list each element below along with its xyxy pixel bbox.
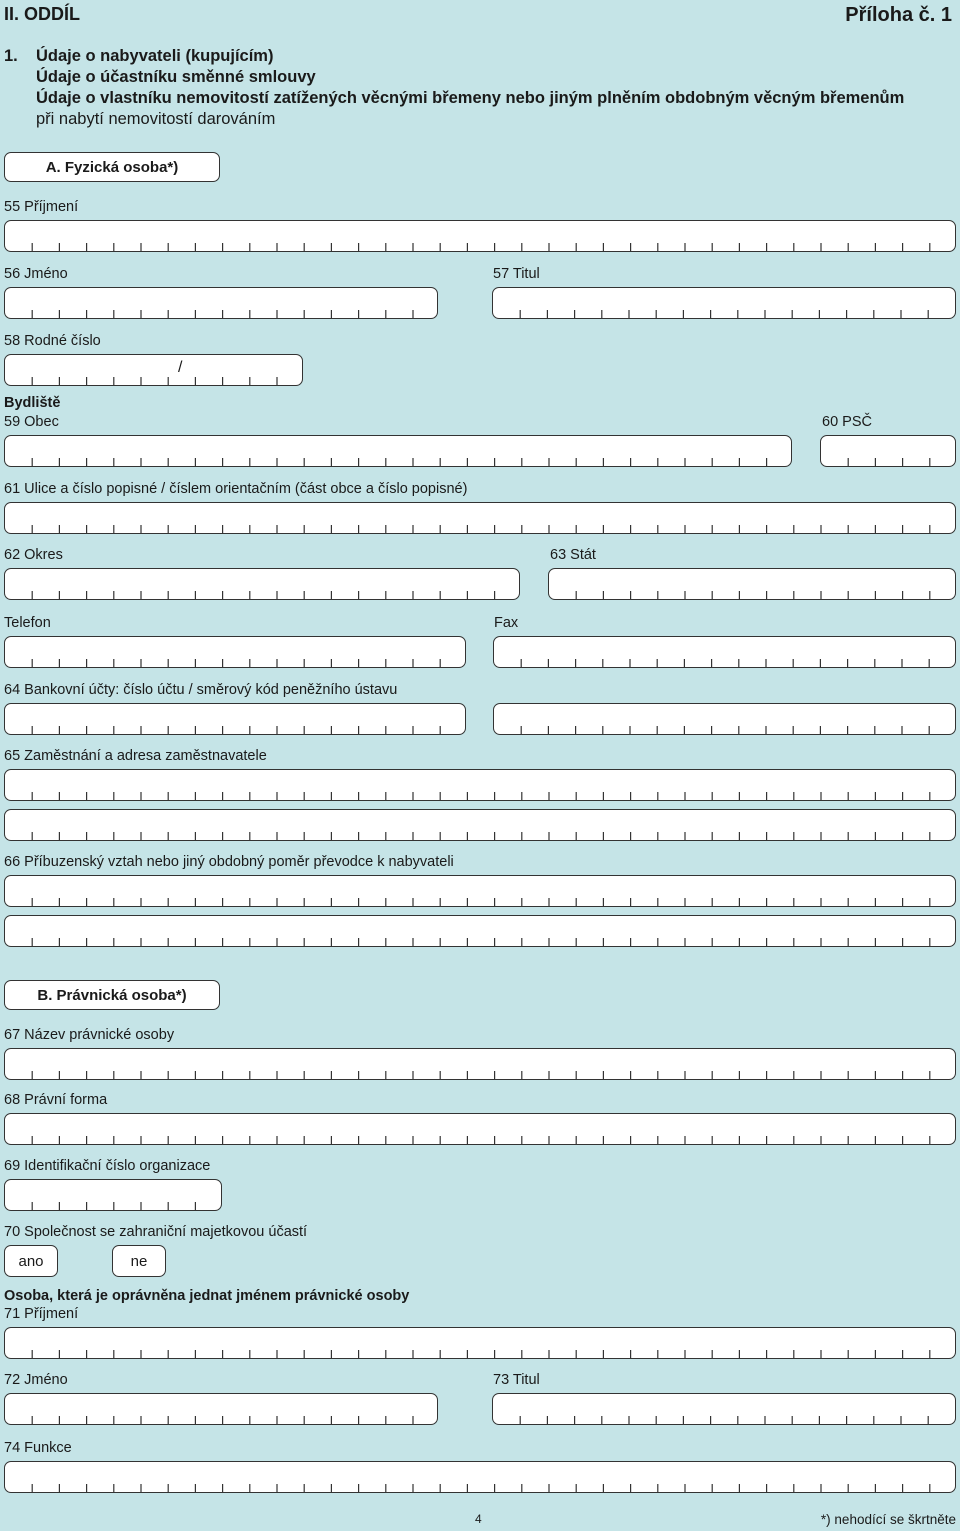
label-65: 65 Zaměstnání a adresa zaměstnavatele xyxy=(4,748,267,764)
cell-ticks xyxy=(5,436,792,467)
label-phone: Telefon xyxy=(4,615,51,631)
label-61: 61 Ulice a číslo popisné / číslem orientačním (část obce a číslo popisné) xyxy=(4,481,468,497)
cell-ticks xyxy=(5,1114,956,1145)
form-title xyxy=(4,46,904,130)
input-68-legal-form[interactable] xyxy=(4,1113,956,1145)
label-59: 59 Obec xyxy=(4,414,59,430)
title-line-1: Údaje o nabyvateli (kupujícím) xyxy=(36,47,274,65)
label-authorized-person: Osoba, která je oprávněna jednat jménem právnické osoby xyxy=(4,1288,410,1304)
label-55: 55 Příjmení xyxy=(4,199,79,215)
label-73: 73 Titul xyxy=(493,1372,540,1388)
cell-ticks xyxy=(5,810,956,841)
option-yes[interactable]: ano xyxy=(4,1245,58,1277)
cell-ticks xyxy=(5,916,956,947)
label-58: 58 Rodné číslo xyxy=(4,333,101,349)
label-62: 62 Okres xyxy=(4,547,63,563)
cell-ticks xyxy=(5,355,303,386)
cell-ticks xyxy=(5,221,956,252)
input-62-district[interactable] xyxy=(4,568,520,600)
label-70: 70 Společnost se zahraniční majetkovou účastí xyxy=(4,1224,308,1240)
label-74: 74 Funkce xyxy=(4,1440,72,1456)
cell-ticks xyxy=(5,503,956,534)
cell-ticks xyxy=(5,704,466,735)
input-67-company-name[interactable] xyxy=(4,1048,956,1080)
input-fax[interactable] xyxy=(493,636,956,668)
input-65-employment-2[interactable] xyxy=(4,809,956,841)
cell-ticks xyxy=(494,704,956,735)
label-71: 71 Příjmení xyxy=(4,1306,79,1322)
cell-ticks xyxy=(821,436,956,467)
input-66-relation-2[interactable] xyxy=(4,915,956,947)
footnote: *) nehodící se škrtněte xyxy=(820,1512,956,1527)
label-60: 60 PSČ xyxy=(822,414,872,430)
section-b-heading: B. Právnická osoba*) xyxy=(4,980,220,1010)
input-phone[interactable] xyxy=(4,636,466,668)
cell-ticks xyxy=(493,1394,956,1425)
label-67: 67 Název právnické osoby xyxy=(4,1027,175,1043)
section-label: II. ODDÍL xyxy=(4,4,80,24)
title-number: 1. xyxy=(4,47,18,65)
cell-ticks xyxy=(5,569,520,600)
option-no[interactable]: ne xyxy=(112,1245,166,1277)
input-57-title[interactable] xyxy=(492,287,956,319)
input-71-surname[interactable] xyxy=(4,1327,956,1359)
input-72-firstname[interactable] xyxy=(4,1393,438,1425)
label-56: 56 Jméno xyxy=(4,266,68,282)
input-69-company-id[interactable] xyxy=(4,1179,222,1211)
cell-ticks xyxy=(549,569,956,600)
cell-ticks xyxy=(5,637,466,668)
label-66: 66 Příbuzenský vztah nebo jiný obdobný poměr převodce k nabyvateli xyxy=(4,854,454,870)
title-line-2: Údaje o účastníku směnné smlouvy xyxy=(36,68,316,86)
input-66-relation-1[interactable] xyxy=(4,875,956,907)
annex-label: Příloha č. 1 xyxy=(845,4,952,26)
input-58-birth-number[interactable] xyxy=(4,354,303,386)
label-68: 68 Právní forma xyxy=(4,1092,108,1108)
cell-ticks xyxy=(5,1049,956,1080)
cell-ticks xyxy=(5,1180,222,1211)
label-fax: Fax xyxy=(494,615,519,631)
label-72: 72 Jméno xyxy=(4,1372,68,1388)
title-line-4: při nabytí nemovitostí darováním xyxy=(36,110,276,128)
title-line-3: Údaje o vlastníku nemovitostí zatížených věcnými břemeny nebo jiným plněním obdobným věcným břemenům xyxy=(36,89,905,107)
input-61-street[interactable] xyxy=(4,502,956,534)
cell-ticks xyxy=(493,288,956,319)
input-73-title[interactable] xyxy=(492,1393,956,1425)
input-65-employment-1[interactable] xyxy=(4,769,956,801)
label-64: 64 Bankovní účty: číslo účtu / směrový kód peněžního ústavu xyxy=(4,682,398,698)
cell-ticks xyxy=(5,288,438,319)
cell-ticks xyxy=(5,1328,956,1359)
input-64-bank-account-1[interactable] xyxy=(4,703,466,735)
section-a-heading: A. Fyzická osoba*) xyxy=(4,152,220,182)
input-74-function[interactable] xyxy=(4,1461,956,1493)
cell-ticks xyxy=(5,1462,956,1493)
label-57: 57 Titul xyxy=(493,266,540,282)
cell-ticks xyxy=(5,770,956,801)
cell-ticks xyxy=(5,876,956,907)
input-60-postcode[interactable] xyxy=(820,435,956,467)
input-55-surname[interactable] xyxy=(4,220,956,252)
label-69: 69 Identifikační číslo organizace xyxy=(4,1158,211,1174)
input-64-bank-account-2[interactable] xyxy=(493,703,956,735)
input-59-municipality[interactable] xyxy=(4,435,792,467)
birth-number-slash: / xyxy=(178,359,183,376)
cell-ticks xyxy=(5,1394,438,1425)
cell-ticks xyxy=(494,637,956,668)
label-63: 63 Stát xyxy=(550,547,596,563)
page-number: 4 xyxy=(475,1512,482,1526)
input-63-country[interactable] xyxy=(548,568,956,600)
input-56-firstname[interactable] xyxy=(4,287,438,319)
label-residence: Bydliště xyxy=(4,395,61,411)
